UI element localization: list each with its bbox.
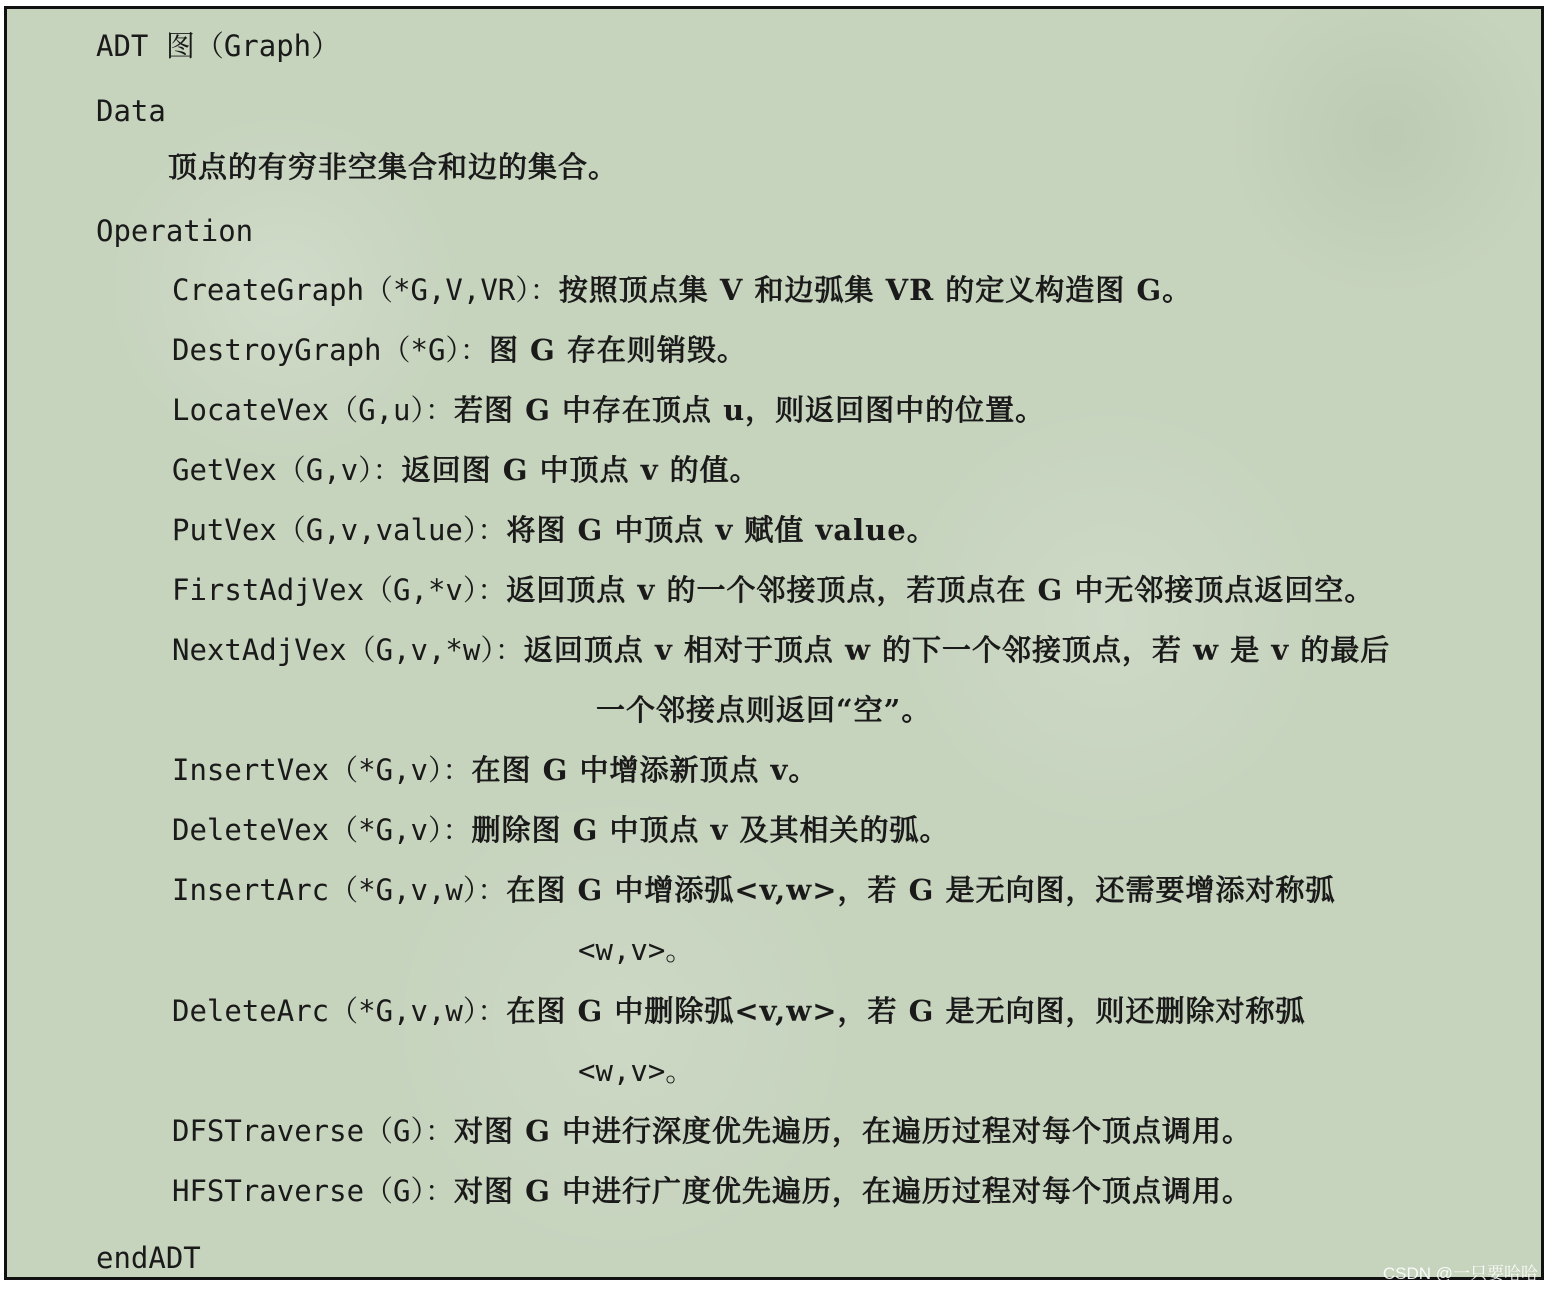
- operation-description: 在图 G 中增添新顶点 v。: [471, 753, 819, 787]
- operation-item: [172, 272, 1192, 308]
- operation-signature: HFSTraverse（G）：: [172, 1174, 455, 1208]
- operation-description: 对图 G 中进行广度优先遍历，在遍历过程对每个顶点调用。: [454, 1174, 1252, 1208]
- operation-item: [172, 1173, 1252, 1209]
- operation-description: 返回顶点 v 的一个邻接顶点，若顶点在 G 中无邻接顶点返回空。: [506, 573, 1375, 607]
- operation-item: [172, 1113, 1252, 1149]
- operation-description: 若图 G 中存在顶点 u，则返回图中的位置。: [454, 393, 1046, 427]
- data-description: 顶点的有穷非空集合和边的集合。: [168, 150, 619, 184]
- operation-item: [172, 392, 1045, 428]
- operation-signature: DeleteArc（*G,v,w）：: [172, 994, 507, 1028]
- data-heading: Data: [96, 94, 166, 128]
- operation-item: [172, 572, 1374, 608]
- watermark: CSDN @一只要哈哈: [1382, 1264, 1538, 1283]
- operation-signature: LocateVex（G,u）：: [172, 393, 455, 427]
- operation-item: [172, 332, 747, 368]
- operation-heading: Operation: [96, 214, 254, 248]
- operation-description: 按照顶点集 V 和边弧集 VR 的定义构造图 G。: [558, 273, 1193, 307]
- operation-signature: GetVex（G,v）：: [172, 453, 402, 487]
- operation-signature: DFSTraverse（G）：: [172, 1114, 455, 1148]
- operation-signature: PutVex（G,v,value）：: [172, 513, 507, 547]
- operation-continuation: <w,v>。: [578, 1054, 695, 1088]
- operation-description: 图 G 存在则销毁。: [488, 333, 747, 367]
- operation-signature: CreateGraph（*G,V,VR）：: [172, 273, 559, 307]
- operation-signature: DestroyGraph（*G）：: [172, 333, 489, 367]
- operation-signature: InsertArc（*G,v,w）：: [172, 873, 507, 907]
- operation-description: 返回顶点 v 相对于顶点 w 的下一个邻接顶点，若 w 是 v 的最后: [523, 633, 1391, 667]
- operation-description: 删除图 G 中顶点 v 及其相关的弧。: [471, 813, 950, 847]
- operation-continuation: <w,v>。: [578, 933, 695, 967]
- operation-item: [172, 752, 818, 788]
- operation-continuation: 一个邻接点则返回“空”。: [596, 693, 932, 727]
- end-label: endADT: [96, 1241, 201, 1275]
- adt-title: ADT 图（Graph）: [96, 29, 341, 63]
- operation-description: 在图 G 中增添弧<v,w>，若 G 是无向图，还需要增添对称弧: [506, 873, 1336, 907]
- operation-description: 将图 G 中顶点 v 赋值 value。: [506, 513, 937, 547]
- operation-item: [172, 993, 1305, 1029]
- operation-item: [172, 812, 950, 848]
- operation-signature: FirstAdjVex（G,*v）：: [172, 573, 507, 607]
- operation-description: 在图 G 中删除弧<v,w>，若 G 是无向图，则还删除对称弧: [506, 994, 1306, 1028]
- operation-signature: InsertVex（*G,v）：: [172, 753, 472, 787]
- operation-item: [172, 872, 1335, 908]
- operation-item: [172, 452, 760, 488]
- operation-item: [172, 632, 1390, 668]
- operation-signature: NextAdjVex（G,v,*w）：: [172, 633, 524, 667]
- operation-item: [172, 512, 937, 548]
- operation-description: 返回图 G 中顶点 v 的值。: [401, 453, 760, 487]
- operation-signature: DeleteVex（*G,v）：: [172, 813, 472, 847]
- operation-description: 对图 G 中进行深度优先遍历，在遍历过程对每个顶点调用。: [454, 1114, 1252, 1148]
